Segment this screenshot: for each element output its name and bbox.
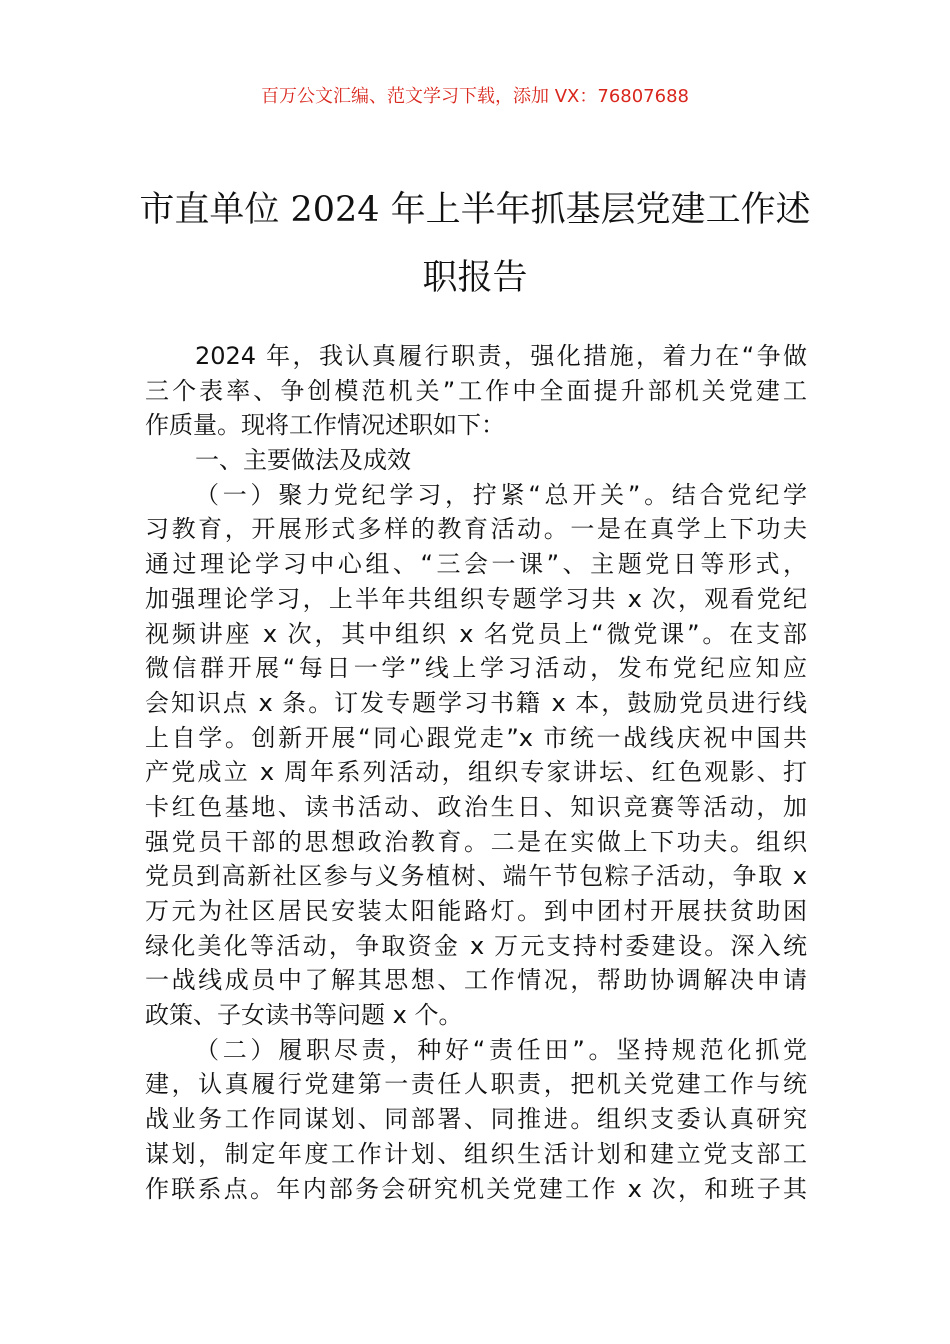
text-line: 加强理论学习，上半年共组织专题学习共 x 次，观看党纪 — [145, 584, 807, 613]
text-line: 政策、子女读书等问题 x 个。 — [145, 1001, 463, 1030]
document-body — [145, 339, 807, 1206]
watermark-banner: 百万公文汇编、范文学习下载，添加 VX：76807688 — [261, 86, 689, 107]
text-line: 绿化美化等活动，争取资金 x 万元支持村委建设。深入统 — [145, 931, 807, 960]
text-line: 三个表率、争创模范机关”工作中全面提升部机关党建工 — [145, 376, 807, 405]
paragraph — [145, 1033, 807, 1206]
text-line: 上自学。创新开展“同心跟党走”x 市统一战线庆祝中国共 — [145, 723, 807, 752]
paragraph — [145, 478, 807, 1033]
text-line: 谋划，制定年度工作计划、组织生活计划和建立党支部工 — [145, 1139, 807, 1168]
title-line: 职报告 — [422, 258, 528, 298]
text-line: （一）聚力党纪学习，拧紧“总开关”。结合党纪学 — [195, 480, 807, 509]
document-title — [0, 176, 950, 312]
text-line: （二）履职尽责，种好“责任田”。坚持规范化抓党 — [195, 1035, 807, 1064]
text-line: 视频讲座 x 次，其中组织 x 名党员上“微党课”。在支部 — [145, 619, 807, 648]
paragraph — [145, 443, 807, 478]
text-line: 习教育，开展形式多样的教育活动。一是在真学上下功夫 — [145, 515, 807, 544]
title-line: 市直单位 2024 年上半年抓基层党建工作述 — [139, 190, 811, 230]
text-line: 一、主要做法及成效 — [195, 446, 411, 475]
text-line: 通过理论学习中心组、“三会一课”、主题党日等形式， — [145, 550, 807, 579]
text-line: 作质量。现将工作情况述职如下： — [145, 411, 505, 440]
text-line: 卡红色基地、读书活动、政治生日、知识竞赛等活动，加 — [145, 792, 807, 821]
text-line: 一战线成员中了解其思想、工作情况，帮助协调解决申请 — [145, 966, 807, 995]
text-line: 作联系点。年内部务会研究机关党建工作 x 次，和班子其 — [145, 1174, 807, 1203]
text-line: 建，认真履行党建第一责任人职责，把机关党建工作与统 — [145, 1070, 807, 1099]
text-line: 战业务工作同谋划、同部署、同推进。组织支委认真研究 — [145, 1105, 807, 1134]
text-line: 产党成立 x 周年系列活动，组织专家讲坛、红色观影、打 — [145, 758, 807, 787]
text-line: 2024 年，我认真履行职责，强化措施，着力在“争做 — [195, 342, 807, 370]
text-line: 强党员干部的思想政治教育。二是在实做上下功夫。组织 — [145, 827, 807, 856]
text-line: 会知识点 x 条。订发专题学习书籍 x 本，鼓励党员进行线 — [145, 688, 807, 717]
text-line: 万元为社区居民安装太阳能路灯。到中团村开展扶贫助困 — [145, 897, 807, 925]
text-line: 微信群开展“每日一学”线上学习活动，发布党纪应知应 — [145, 654, 807, 683]
text-line: 党员到高新社区参与义务植树、端午节包粽子活动，争取 x — [145, 862, 807, 891]
paragraph — [145, 339, 807, 443]
